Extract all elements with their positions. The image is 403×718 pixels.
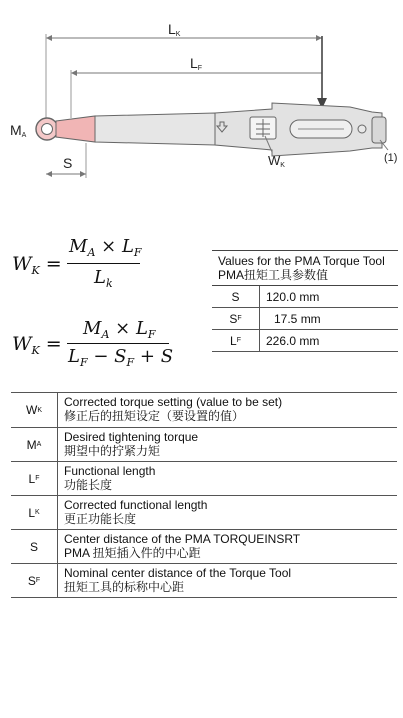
glossary-row-lk: L K Corrected functional length 更正功能长度: [11, 496, 397, 530]
glossary-row-s: S Center distance of the PMA TORQUEINSRT PMA 扭矩插入件的中心距: [11, 530, 397, 564]
s-label: S: [63, 155, 73, 171]
values-table-title-en: Values for the PMA Torque Tool: [218, 254, 385, 268]
symbol-glossary-table: [11, 392, 397, 598]
wk-label: $W_K$: [268, 153, 285, 169]
glossary-row-ma: M A Desired tightening torque 期望中的拧紧力矩: [11, 428, 397, 462]
note-1-label: (1): [384, 152, 398, 164]
wrench-shaft: [95, 113, 215, 145]
values-row-s: S 120.0 mm: [212, 286, 398, 308]
torque-insert: [56, 116, 95, 142]
lf-label: $L_F$: [190, 55, 203, 72]
lk-label: $L_K$: [168, 21, 181, 38]
glossary-row-lf: L F Functional length 功能长度: [11, 462, 397, 496]
values-table: [212, 250, 398, 352]
values-row-sf: S F 17.5 mm: [212, 308, 398, 330]
values-row-lf: L F 226.0 mm: [212, 330, 398, 352]
adjustment-knob: [372, 117, 386, 143]
formula-corrected-torque-1: $W_K$ = $M_A \times L_F$ $L_k$: [12, 236, 142, 290]
glossary-row-wk: W K Corrected torque setting (value to be set) 修正后的扭矩设定（要设置的值）: [11, 393, 397, 428]
ma-label: $M_A$: [10, 122, 27, 139]
values-table-header: [212, 250, 398, 286]
glossary-row-sf: S F Nominal center distance of the Torque Tool 扭矩工具的标称中心距: [11, 564, 397, 598]
values-table-title-cn: PMA扭矩工具参数值: [218, 268, 329, 282]
formula-corrected-torque-2: $W_K$ = $M_A \times L_F$ $L_F - S_F + S$: [12, 318, 174, 369]
torque-wrench-diagram: [0, 0, 403, 200]
